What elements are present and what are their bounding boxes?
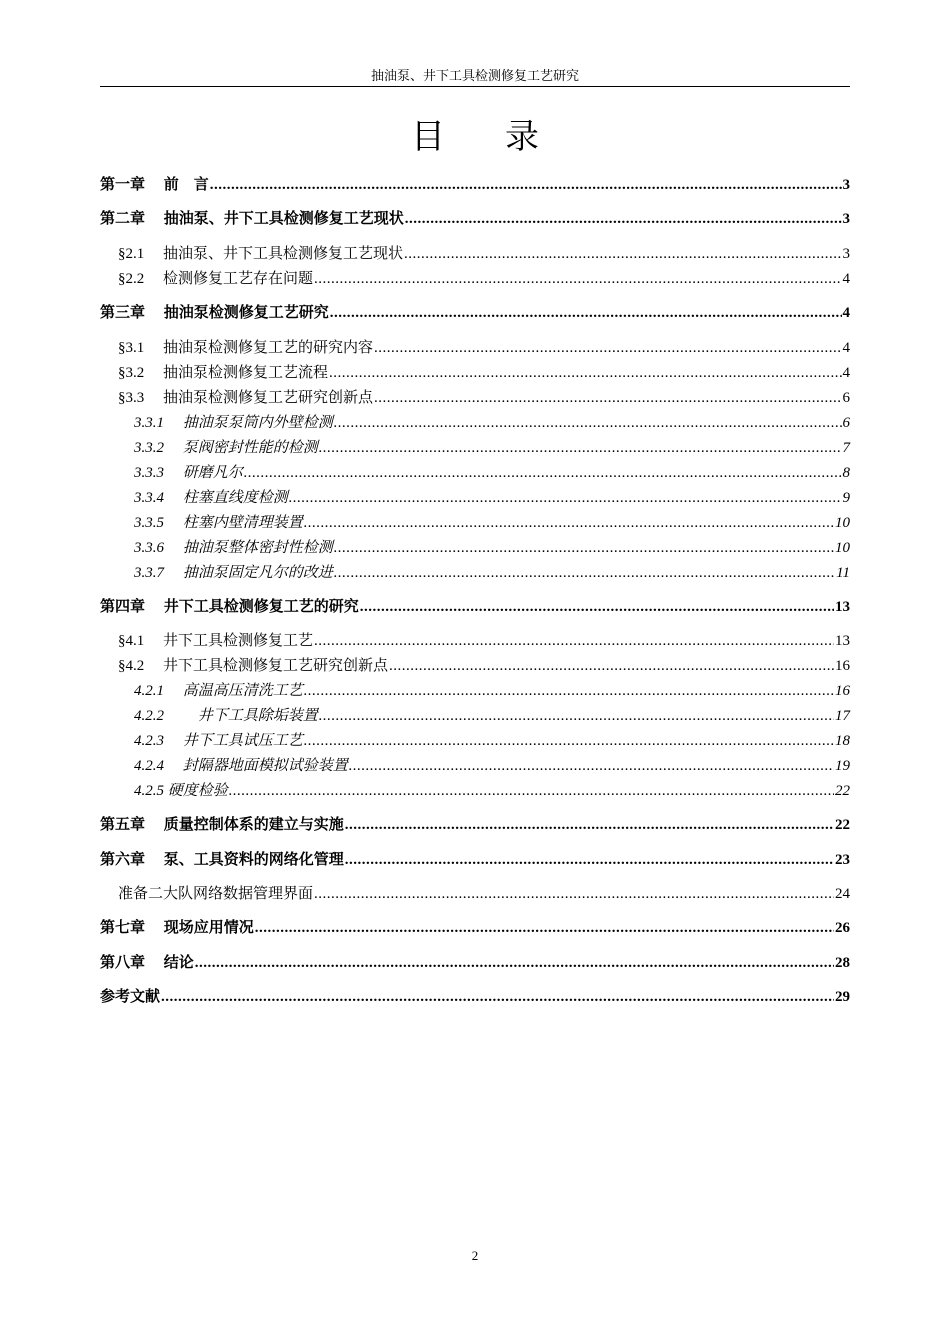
toc-entry-page: 6 bbox=[842, 415, 850, 431]
toc-entry-page: 4 bbox=[842, 365, 850, 381]
toc-entry-label: 4.2.4 封隔器地面模拟试验装置 bbox=[134, 758, 348, 774]
toc-entry-page: 23 bbox=[835, 852, 850, 868]
toc-title-left: 目 bbox=[411, 119, 445, 156]
running-header: 抽油泵、井下工具检测修复工艺研究 bbox=[370, 68, 579, 83]
toc-entry-page: 3 bbox=[842, 246, 850, 262]
toc-entry-label: §2.2 检测修复工艺存在问题 bbox=[118, 271, 314, 287]
toc-entry[interactable] bbox=[118, 244, 850, 264]
toc-entry-page: 29 bbox=[835, 989, 850, 1005]
toc-entry-page: 17 bbox=[835, 708, 850, 724]
toc-entry-label: §4.2 井下工具检测修复工艺研究创新点 bbox=[118, 658, 389, 674]
toc-entry-page: 10 bbox=[835, 540, 850, 556]
toc-leader-dots bbox=[314, 631, 834, 651]
toc-entry-label: 第五章 质量控制体系的建立与实施 bbox=[100, 817, 344, 833]
toc-leader-dots bbox=[161, 987, 834, 1007]
toc-entry-label: 第二章 抽油泵、井下工具检测修复工艺现状 bbox=[100, 211, 404, 227]
toc-leader-dots bbox=[345, 815, 834, 835]
toc-entry-label: 3.3.7 抽油泵固定凡尔的改进 bbox=[134, 565, 333, 581]
header-rule bbox=[100, 86, 850, 87]
toc-entry[interactable] bbox=[118, 388, 850, 408]
toc-leader-dots bbox=[404, 244, 841, 264]
toc-leader-dots bbox=[374, 388, 841, 408]
toc-entry-label: 4.2.2 井下工具除垢装置 bbox=[134, 708, 318, 724]
toc-entry-label: 准备二大队网络数据管理界面 bbox=[118, 886, 314, 902]
toc-entry[interactable] bbox=[134, 781, 850, 801]
toc-entry[interactable] bbox=[100, 987, 850, 1007]
toc-entry-label: 4.2.1 高温高压清洗工艺 bbox=[134, 683, 303, 699]
toc-entry-label: 3.3.4 柱塞直线度检测 bbox=[134, 490, 288, 506]
toc-entry-page: 26 bbox=[835, 920, 850, 936]
toc-leader-dots bbox=[314, 884, 834, 904]
toc-entry[interactable] bbox=[100, 597, 850, 617]
toc-entry-page: 18 bbox=[835, 733, 850, 749]
toc-leader-dots bbox=[229, 781, 834, 801]
toc-entry-label: §3.3 抽油泵检测修复工艺研究创新点 bbox=[118, 390, 374, 406]
toc-leader-dots bbox=[349, 756, 834, 776]
toc-entry[interactable] bbox=[118, 269, 850, 289]
toc-entry[interactable] bbox=[100, 209, 850, 229]
toc-entry[interactable] bbox=[134, 563, 850, 583]
toc-leader-dots bbox=[195, 953, 834, 973]
toc-leader-dots bbox=[210, 175, 842, 195]
toc-entry[interactable] bbox=[118, 363, 850, 383]
toc-entry-page: 13 bbox=[835, 599, 850, 615]
toc-leader-dots bbox=[334, 413, 842, 433]
toc-leader-dots bbox=[255, 918, 834, 938]
toc-entry[interactable] bbox=[100, 918, 850, 938]
toc-leader-dots bbox=[314, 269, 841, 289]
toc-entry-label: 参考文献 bbox=[100, 989, 161, 1005]
toc-entry-label: §3.2 抽油泵检测修复工艺流程 bbox=[118, 365, 329, 381]
toc-title bbox=[100, 116, 850, 160]
toc-entry-label: 第六章 泵、工具资料的网络化管理 bbox=[100, 852, 344, 868]
toc-entry-page: 11 bbox=[836, 565, 850, 581]
toc-entry[interactable] bbox=[118, 631, 850, 651]
toc-entry-label: 第三章 抽油泵检测修复工艺研究 bbox=[100, 305, 329, 321]
toc-entry-label: §4.1 井下工具检测修复工艺 bbox=[118, 633, 314, 649]
toc-entry-label: 第八章 结论 bbox=[100, 955, 194, 971]
toc-entry-page: 16 bbox=[835, 683, 850, 699]
toc-leader-dots bbox=[244, 463, 842, 483]
toc-entry-label: §2.1 抽油泵、井下工具检测修复工艺现状 bbox=[118, 246, 404, 262]
toc-entry-page: 9 bbox=[842, 490, 850, 506]
toc-entry-label: 3.3.1 抽油泵泵筒内外壁检测 bbox=[134, 415, 333, 431]
toc-entry-label: §3.1 抽油泵检测修复工艺的研究内容 bbox=[118, 340, 374, 356]
toc-entry[interactable] bbox=[134, 488, 850, 508]
toc-entry[interactable] bbox=[100, 303, 850, 323]
toc-entry-label: 3.3.2 泵阀密封性能的检测 bbox=[134, 440, 318, 456]
toc-entry-label: 3.3.3 研磨凡尔 bbox=[134, 465, 243, 481]
toc-entry[interactable] bbox=[118, 884, 850, 904]
toc-entry[interactable] bbox=[100, 953, 850, 973]
toc-entry-label: 4.2.3 井下工具试压工艺 bbox=[134, 733, 303, 749]
toc-entry-label: 第七章 现场应用情况 bbox=[100, 920, 254, 936]
toc-leader-dots bbox=[389, 656, 834, 676]
toc-entry[interactable] bbox=[134, 681, 850, 701]
toc-entry-page: 24 bbox=[835, 886, 850, 902]
toc-entry[interactable] bbox=[100, 815, 850, 835]
toc-entry[interactable] bbox=[134, 538, 850, 558]
toc-entry[interactable] bbox=[134, 756, 850, 776]
toc-entry-label: 第一章 前 言 bbox=[100, 177, 209, 193]
toc-leader-dots bbox=[334, 538, 834, 558]
toc-leader-dots bbox=[304, 681, 834, 701]
toc-entry[interactable] bbox=[100, 175, 850, 195]
toc-entry-page: 4 bbox=[842, 271, 850, 287]
toc-leader-dots bbox=[345, 850, 834, 870]
toc-entry-page: 4 bbox=[842, 340, 850, 356]
toc-entry-label: 第四章 井下工具检测修复工艺的研究 bbox=[100, 599, 359, 615]
toc-entry-page: 28 bbox=[835, 955, 850, 971]
toc-entry-label: 3.3.6 抽油泵整体密封性检测 bbox=[134, 540, 333, 556]
toc-entry[interactable] bbox=[118, 338, 850, 358]
toc-leader-dots bbox=[334, 563, 835, 583]
toc-entry-page: 22 bbox=[835, 817, 850, 833]
toc-entry-page: 16 bbox=[835, 658, 850, 674]
toc-entry-page: 7 bbox=[842, 440, 850, 456]
toc-leader-dots bbox=[304, 513, 834, 533]
toc-entry-label: 4.2.5 硬度检验 bbox=[134, 783, 228, 799]
toc-leader-dots bbox=[304, 731, 834, 751]
toc-leader-dots bbox=[360, 597, 834, 617]
toc-leader-dots bbox=[405, 209, 842, 229]
toc-entry-label: 3.3.5 柱塞内壁清理装置 bbox=[134, 515, 303, 531]
toc-entry[interactable] bbox=[134, 463, 850, 483]
toc-entry-page: 19 bbox=[835, 758, 850, 774]
toc-entry[interactable] bbox=[100, 850, 850, 870]
toc-entry[interactable] bbox=[134, 706, 850, 726]
toc-entry[interactable] bbox=[134, 438, 850, 458]
toc-leader-dots bbox=[330, 303, 842, 323]
toc-entry[interactable] bbox=[134, 413, 850, 433]
toc-leader-dots bbox=[319, 706, 834, 726]
toc-leader-dots bbox=[289, 488, 842, 508]
toc-entry[interactable] bbox=[118, 656, 850, 676]
toc-entry-page: 4 bbox=[842, 305, 850, 321]
toc-leader-dots bbox=[329, 363, 841, 383]
toc-entry-page: 22 bbox=[835, 783, 850, 799]
toc-entry[interactable] bbox=[134, 513, 850, 533]
toc-entry-page: 3 bbox=[842, 177, 850, 193]
toc-leader-dots bbox=[374, 338, 841, 358]
toc-entry[interactable] bbox=[134, 731, 850, 751]
page-number: 2 bbox=[471, 1248, 479, 1263]
toc-entry-page: 8 bbox=[842, 465, 850, 481]
toc-title-right: 录 bbox=[505, 119, 539, 156]
toc-entry-page: 6 bbox=[842, 390, 850, 406]
toc-entry-page: 10 bbox=[835, 515, 850, 531]
toc-entry-page: 3 bbox=[842, 211, 850, 227]
toc-entry-page: 13 bbox=[835, 633, 850, 649]
toc-leader-dots bbox=[319, 438, 842, 458]
